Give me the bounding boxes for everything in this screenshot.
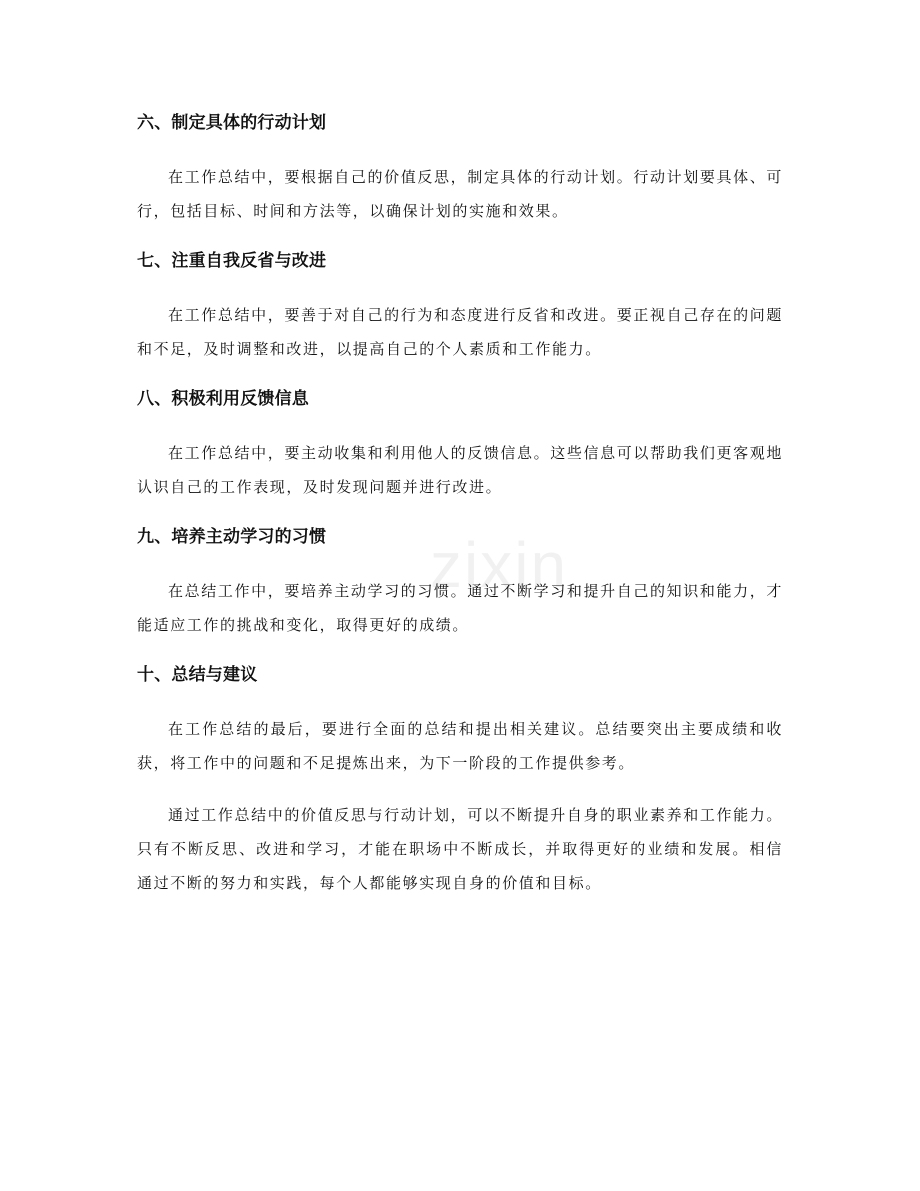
section-paragraph: 在工作总结的最后，要进行全面的总结和提出相关建议。总结要突出主要成绩和收获，将工作中的问题和不足提炼出来，为下一阶段的工作提供参考。 [137,720,783,772]
section-6 [137,108,783,228]
watermark: zixin [430,529,569,601]
section-paragraph: 在工作总结中，要根据自己的价值反思，制定具体的行动计划。行动计划要具体、可行，包括目标、时间和方法等，以确保计划的实施和效果。 [137,168,783,220]
section-heading: 十、总结与建议 [137,665,258,685]
document-body [137,108,783,918]
section-heading: 八、积极利用反馈信息 [137,389,309,409]
conclusion-paragraph: 通过工作总结中的价值反思与行动计划，可以不断提升自身的职业素养和工作能力。只有不断反思、改进和学习，才能在职场中不断成长，并取得更好的业绩和发展。相信通过不断的努力和实践，每个人都能够实现自身的价值和目标。 [137,806,783,892]
section-heading: 七、注重自我反省与改进 [137,251,327,271]
section-7 [137,246,783,366]
section-heading: 六、制定具体的行动计划 [137,113,327,133]
section-paragraph: 在工作总结中，要善于对自己的行为和态度进行反省和改进。要正视自己存在的问题和不足，及时调整和改进，以提高自己的个人素质和工作能力。 [137,306,783,358]
section-heading: 九、培养主动学习的习惯 [137,527,327,547]
section-9 [137,522,783,642]
section-paragraph: 在工作总结中，要主动收集和利用他人的反馈信息。这些信息可以帮助我们更客观地认识自己的工作表现，及时发现问题并进行改进。 [137,444,783,496]
section-10 [137,660,783,900]
section-paragraph: 在总结工作中，要培养主动学习的习惯。通过不断学习和提升自己的知识和能力，才能适应工作的挑战和变化，取得更好的成绩。 [137,582,783,634]
section-8 [137,384,783,504]
